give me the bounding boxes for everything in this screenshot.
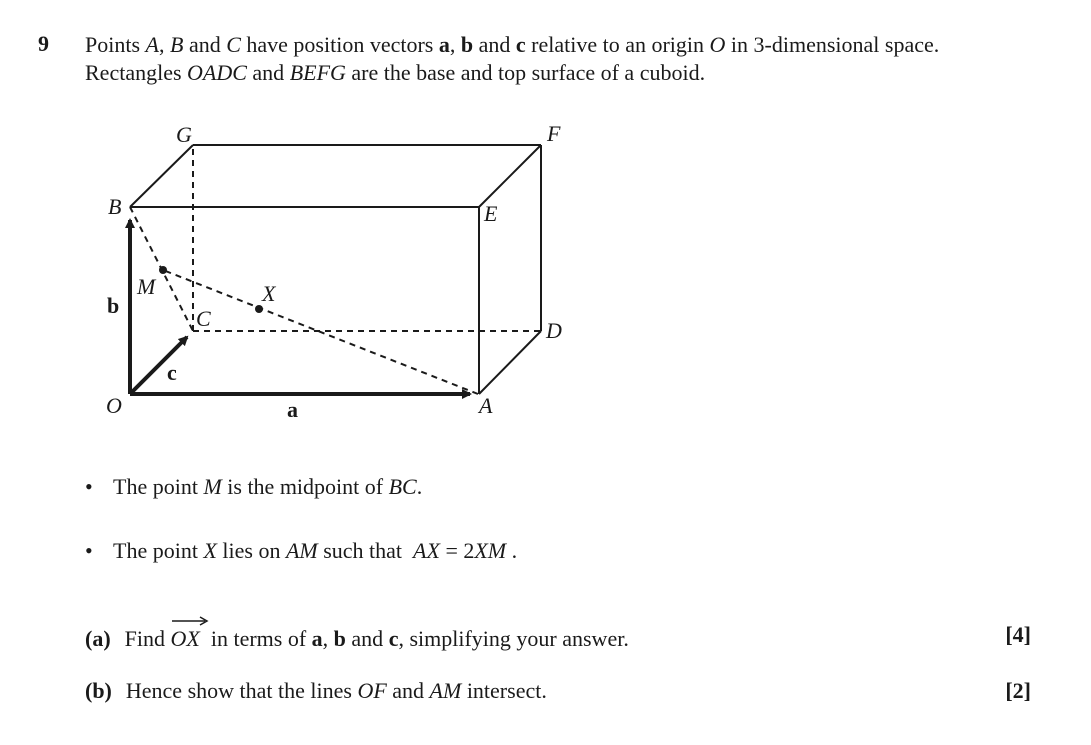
label-E: E [484,201,498,226]
label-D: D [546,318,562,343]
vector-OX: OX [171,622,200,652]
vector-c-arrow [130,337,187,394]
part-a-marks: [4] [1005,622,1031,647]
edge-EF [479,145,541,207]
intro-line-1: Points A, B and C have position vectors a, b and c relative to an origin O in 3-dimensional space. [85,32,940,57]
label-C: C [196,306,211,331]
label-M: M [137,274,156,299]
edge-AD [479,331,541,394]
question-number: 9 [38,31,49,56]
bullet-dot: • [85,474,93,499]
label-vector-c: c [167,360,177,385]
label-F: F [547,121,561,146]
edge-BG [130,145,193,207]
part-b-label: (b) [85,678,112,703]
label-vector-a: a [287,397,298,422]
intro-line-2: Rectangles OADC and BEFG are the base and top surface of a cuboid. [85,60,706,85]
bullet-item-2: • The point X lies on AM such that AX = 2XM . [85,538,518,563]
part-b-marks: [2] [1005,678,1031,703]
part-b: (b) Hence show that the lines OF and AM intersect. [85,678,547,703]
bullet-item-1: • The point M is the midpoint of BC. [85,474,423,499]
label-B: B [108,194,122,219]
label-O: O [106,393,122,418]
part-a-label: (a) [85,626,111,651]
label-X: X [262,281,276,306]
label-A: A [479,393,493,418]
label-G: G [176,122,192,147]
part-a: (a) Find OX in terms of a, b and c, simplifying your answer. [85,622,629,652]
label-vector-b: b [107,293,120,318]
point-M [159,266,167,274]
segment-AM [163,270,478,394]
point-X [255,305,263,313]
bullet-dot: • [85,538,93,563]
